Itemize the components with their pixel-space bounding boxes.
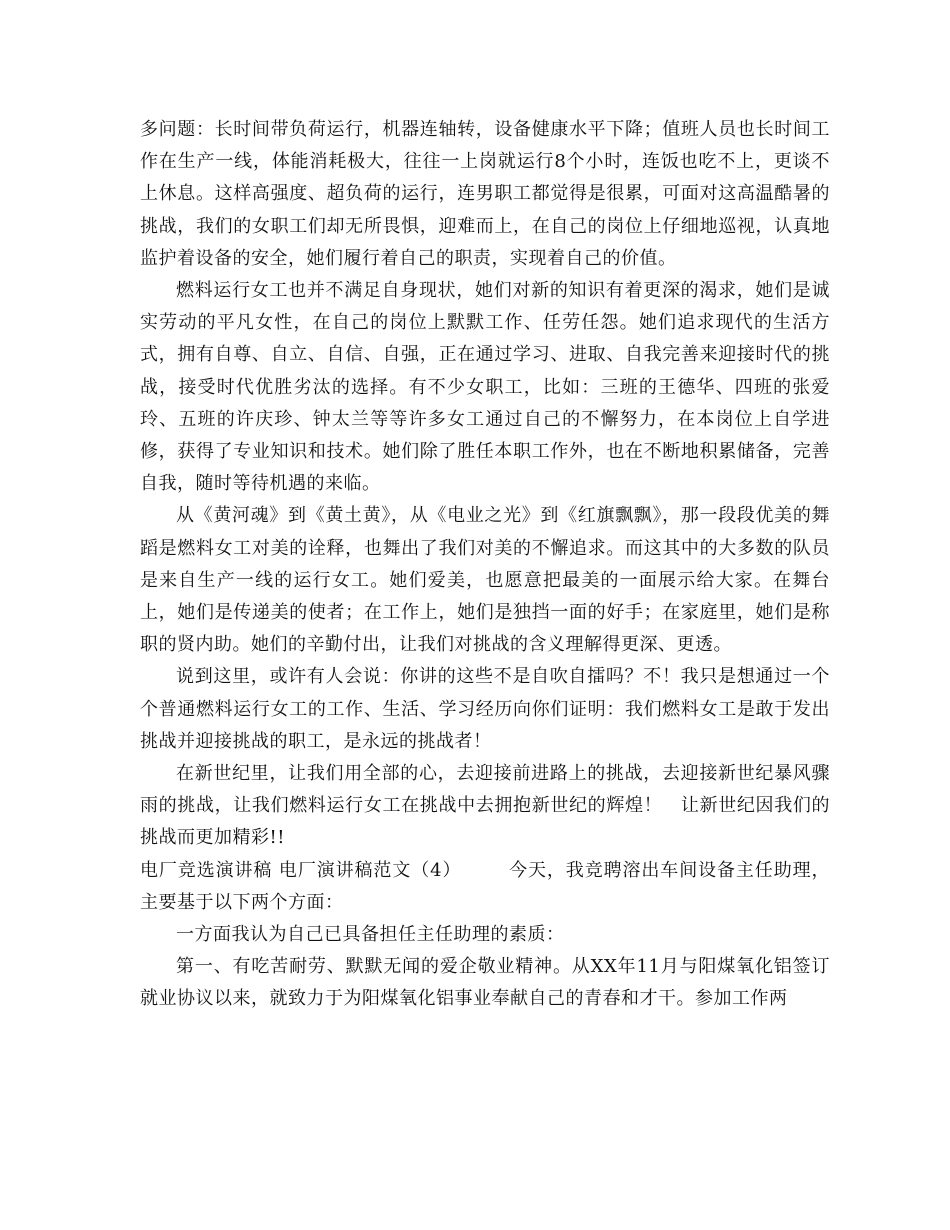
paragraph-3: 从《黄河魂》到《黄土黄》，从《电业之光》到《红旗飘飘》，那一段段优美的舞蹈是燃料女工对美的诠释，也舞出了我们对美的不懈追求。而这其中的大多数的队员是来自生产一线的运行女工。她们爱美，也愿意把最美的一面展示给大家。在舞台上，她们是传递美的使者；在工作上，她们是独挡一面的好手；在家庭里，她们是称职的贤内助。她们的辛勤付出，让我们对挑战的含义理解得更深、更透。 [140,505,830,656]
paragraph-4: 说到这里，或许有人会说：你讲的这些不是自吹自擂吗？不！我只是想通过一个个普通燃料运行女工的工作、生活、学习经历向你们证明：我们燃料女工是敢于发出挑战并迎接挑战的职工，是永远的挑战者！ [140,666,830,752]
paragraph-section-heading: 电厂竞选演讲稿 电厂演讲稿范文（4） 今天，我竞聘溶出车间设备主任助理，主要基于以下两个方面： [140,859,830,913]
paragraph-1: 多问题：长时间带负荷运行，机器连轴转，设备健康水平下降；值班人员也长时间工作在生产一线，体能消耗极大，往往一上岗就运行8个小时，连饭也吃不上，更谈不上休息。这样高强度、超负荷的运行，连男职工都觉得是很累，可面对这高温酷暑的挑战，我们的女职工们却无所畏惧，迎难而上，在自己的岗位上仔细地巡视，认真地监护着设备的安全，她们履行着自己的职责，实现着自己的价值。 [140,119,830,269]
paragraph-7: 一方面我认为自己已具备担任主任助理的素质： [176,924,565,946]
paragraph-8: 第一、有吃苦耐劳、默默无闻的爱企敬业精神。从XX年11月与阳煤氧化铝签订就业协议以来，就致力于为阳煤氧化铝事业奉献自己的青春和才干。参加工作两 [140,956,830,1010]
paragraph-5: 在新世纪里，让我们用全部的心，去迎接前进路上的挑战，去迎接新世纪暴风骤雨的挑战，让我们燃料运行女工在挑战中去拥抱新世纪的辉煌！ 让新世纪因我们的挑战而更加精彩!! [140,763,830,849]
paragraph-2: 燃料运行女工也并不满足自身现状，她们对新的知识有着更深的渴求，她们是诚实劳动的平凡女性，在自己的岗位上默默工作、任劳任怨。她们追求现代的生活方式，拥有自尊、自立、自信、自强，正在通过学习、进取、自我完善来迎接时代的挑战，接受时代优胜劣汰的选择。有不少女职工，比如：三班的王德华、四班的张爱玲、五班的许庆珍、钟太兰等等许多女工通过自己的不懈努力，在本岗位上自学进修，获得了专业知识和技术。她们除了胜任本职工作外，也在不断地积累储备，完善自我，随时等待机遇的来临。 [140,280,830,495]
document-body [140,114,830,1016]
